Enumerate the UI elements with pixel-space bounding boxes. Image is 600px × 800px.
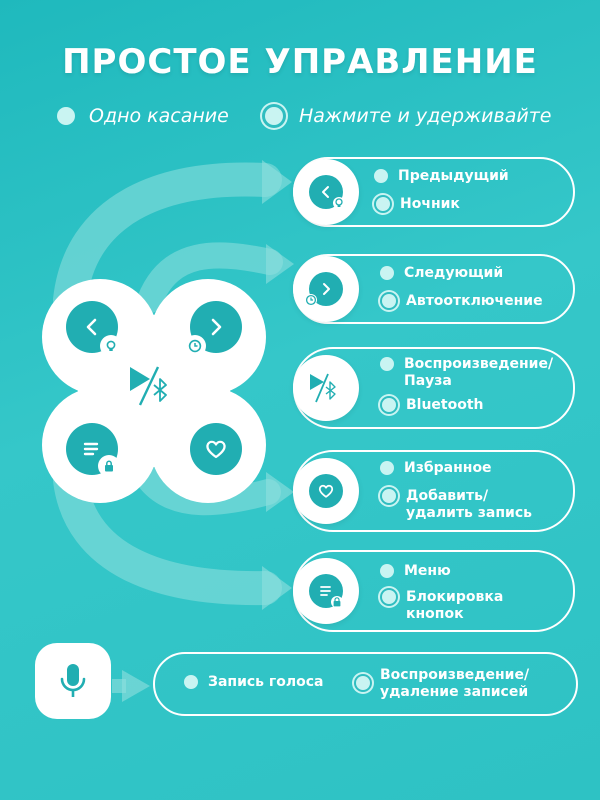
- row-voice-hold-label: Воспроизведение/ удаление записей: [380, 667, 530, 700]
- row-play-pause-icon: [293, 355, 359, 421]
- single-tap-dot-icon: [380, 461, 394, 475]
- row-previous-hold: [374, 196, 460, 213]
- row-previous-icon: [293, 159, 359, 225]
- chevron-left-icon: [318, 184, 334, 200]
- menu-icon: [81, 438, 103, 460]
- single-tap-dot-icon: [380, 266, 394, 280]
- row-play-pause-tap-label: Воспроизведение/ Пауза: [404, 356, 554, 389]
- row-previous-hold-label: Ночник: [400, 196, 460, 212]
- press-hold-ring-icon: [382, 294, 396, 308]
- play-pause-icon: [124, 361, 184, 411]
- row-favorite-hold-label: Добавить/ удалить запись: [406, 488, 532, 521]
- row-play-pause-hold-label: Bluetooth: [406, 397, 484, 413]
- row-play-pause-hold: [380, 397, 484, 414]
- press-hold-ring-icon: [356, 676, 370, 690]
- page-title: ПРОСТОЕ УПРАВЛЕНИЕ: [62, 42, 538, 82]
- single-tap-dot-icon: [380, 357, 394, 371]
- row-next-hold-label: Автоотключение: [406, 293, 543, 309]
- play-pause-icon: [306, 370, 346, 406]
- row-menu-tap-label: Меню: [404, 563, 451, 579]
- remote-next-button[interactable]: [190, 301, 242, 353]
- chevron-right-icon: [205, 316, 227, 338]
- single-tap-dot-icon: [57, 107, 75, 125]
- remote-control: [38, 275, 270, 507]
- single-tap-dot-icon: [374, 169, 388, 183]
- legend-single-tap: [57, 102, 229, 130]
- row-menu-tap: [380, 563, 451, 580]
- row-next-icon: [293, 256, 359, 322]
- row-previous-tap: [374, 168, 509, 185]
- press-hold-ring-icon: [265, 107, 283, 125]
- press-hold-ring-icon: [382, 398, 396, 412]
- legend-press-hold-label: Нажмите и удерживайте: [299, 105, 552, 127]
- single-tap-dot-icon: [184, 675, 198, 689]
- heart-icon: [317, 483, 335, 499]
- row-favorite-icon: [293, 458, 359, 524]
- legend-press-hold: [265, 102, 551, 130]
- row-next-hold: [380, 293, 543, 310]
- remote-menu-button[interactable]: [66, 423, 118, 475]
- microphone-icon: [58, 661, 88, 701]
- single-tap-dot-icon: [380, 564, 394, 578]
- row-next-tap: [380, 265, 503, 282]
- remote-previous-button[interactable]: [66, 301, 118, 353]
- heart-icon: [204, 438, 228, 460]
- row-favorite-hold: [380, 488, 532, 522]
- chevron-left-icon: [81, 316, 103, 338]
- row-menu-hold-label: Блокировка кнопок: [406, 589, 504, 622]
- row-menu-icon: [293, 558, 359, 624]
- row-favorite-tap: [380, 460, 492, 477]
- lock-icon: [331, 596, 343, 608]
- clock-icon: [184, 335, 206, 357]
- remote-play-pause-button[interactable]: [124, 361, 184, 411]
- legend-single-tap-label: Одно касание: [89, 105, 229, 127]
- chevron-right-icon: [318, 281, 334, 297]
- row-voice-hold: [354, 667, 529, 701]
- row-voice-tap-label: Запись голоса: [208, 674, 324, 690]
- row-menu-hold: [380, 589, 503, 623]
- bulb-icon: [333, 197, 345, 209]
- microphone-button[interactable]: [35, 643, 111, 719]
- clock-icon: [305, 294, 317, 306]
- row-play-pause-tap: [380, 356, 553, 390]
- press-hold-ring-icon: [382, 489, 396, 503]
- row-next-tap-label: Следующий: [404, 265, 504, 281]
- row-voice-tap: [184, 674, 323, 691]
- remote-favorite-button[interactable]: [190, 423, 242, 475]
- lock-icon: [98, 455, 120, 477]
- row-previous-tap-label: Предыдущий: [398, 168, 509, 184]
- press-hold-ring-icon: [382, 590, 396, 604]
- press-hold-ring-icon: [376, 197, 390, 211]
- bulb-icon: [100, 335, 122, 357]
- menu-icon: [318, 583, 334, 599]
- row-favorite-tap-label: Избранное: [404, 460, 492, 476]
